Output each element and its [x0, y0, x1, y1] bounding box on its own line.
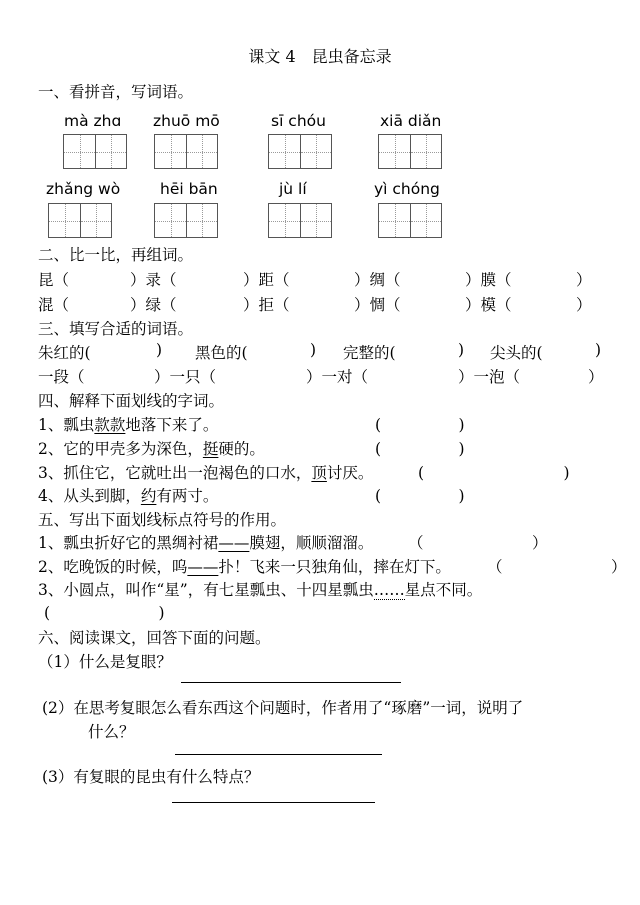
pinyin-label: hēi bān — [160, 180, 218, 198]
question-2: (2）在思考复眼怎么看东西这个问题时，作者用了“琢磨”一词，说明了 — [42, 699, 524, 717]
writing-grid[interactable] — [48, 203, 112, 238]
writing-grid[interactable] — [268, 203, 332, 238]
punctuation-item: 2、吃晚饭的时候，呜——扑！飞来一只独角仙，摔在灯下。 — [38, 558, 451, 576]
answer-blank[interactable]: ( ) — [375, 487, 465, 505]
pinyin-label: mà zhɑ — [64, 112, 122, 130]
section-3-heading: 三、填写合适的词语。 — [38, 320, 194, 338]
section-2-heading: 二、比一比，再组词。 — [38, 246, 194, 264]
pinyin-label: zhuō mō — [153, 112, 220, 130]
writing-grid[interactable] — [378, 203, 442, 238]
writing-grid[interactable] — [154, 203, 218, 238]
answer-blank[interactable]: （ ） — [408, 534, 548, 552]
pinyin-label: yì chóng — [374, 180, 440, 198]
writing-grid[interactable] — [378, 134, 442, 169]
explain-item: 2、它的甲壳多为深色，挺硬的。 — [38, 440, 265, 458]
writing-grid[interactable] — [63, 134, 127, 169]
explain-item: 3、抓住它，它就吐出一泡褐色的口水，顶讨厌。 — [38, 464, 374, 482]
explain-item: 1、瓢虫款款地落下来了。 — [38, 416, 219, 434]
section-4-heading: 四、解释下面划线的字词。 — [38, 392, 225, 410]
page-title: 课文 4 昆虫备忘录 — [248, 47, 392, 66]
pinyin-label: xiā diǎn — [380, 112, 442, 130]
answer-line[interactable] — [172, 802, 375, 803]
answer-blank[interactable]: （ ） — [487, 558, 627, 576]
pinyin-label: sī chóu — [271, 112, 326, 130]
question-3: (3）有复眼的昆虫有什么特点？ — [42, 768, 260, 786]
question-2-cont: 什么？ — [88, 723, 135, 741]
punctuation-item: 1、瓢虫折好它的黑绸衬裙——膜翅，顺顺溜溜。 — [38, 534, 374, 552]
punctuation-item: 3、小圆点，叫作“星”，有七星瓢虫、十四星瓢虫……星点不同。 — [38, 581, 483, 599]
answer-blank[interactable]: ( ) — [375, 416, 465, 434]
answer-blank[interactable]: ( ) — [375, 440, 465, 458]
section-6-heading: 六、阅读课文，回答下面的问题。 — [38, 629, 271, 647]
answer-blank[interactable]: ( ) — [44, 604, 165, 622]
answer-line[interactable] — [181, 682, 401, 683]
answer-line[interactable] — [175, 754, 382, 755]
pinyin-label: jù lí — [279, 180, 307, 198]
question-1: （1）什么是复眼？ — [38, 653, 172, 671]
writing-grid[interactable] — [268, 134, 332, 169]
section-1-heading: 一、看拼音，写词语。 — [38, 83, 194, 101]
pinyin-label: zhǎng wò — [46, 180, 121, 198]
explain-item: 4、从头到脚，约有两寸。 — [38, 487, 219, 505]
section-5-heading: 五、写出下面划线标点符号的作用。 — [38, 511, 287, 529]
writing-grid[interactable] — [154, 134, 218, 169]
answer-blank[interactable]: ( ) — [418, 464, 570, 482]
